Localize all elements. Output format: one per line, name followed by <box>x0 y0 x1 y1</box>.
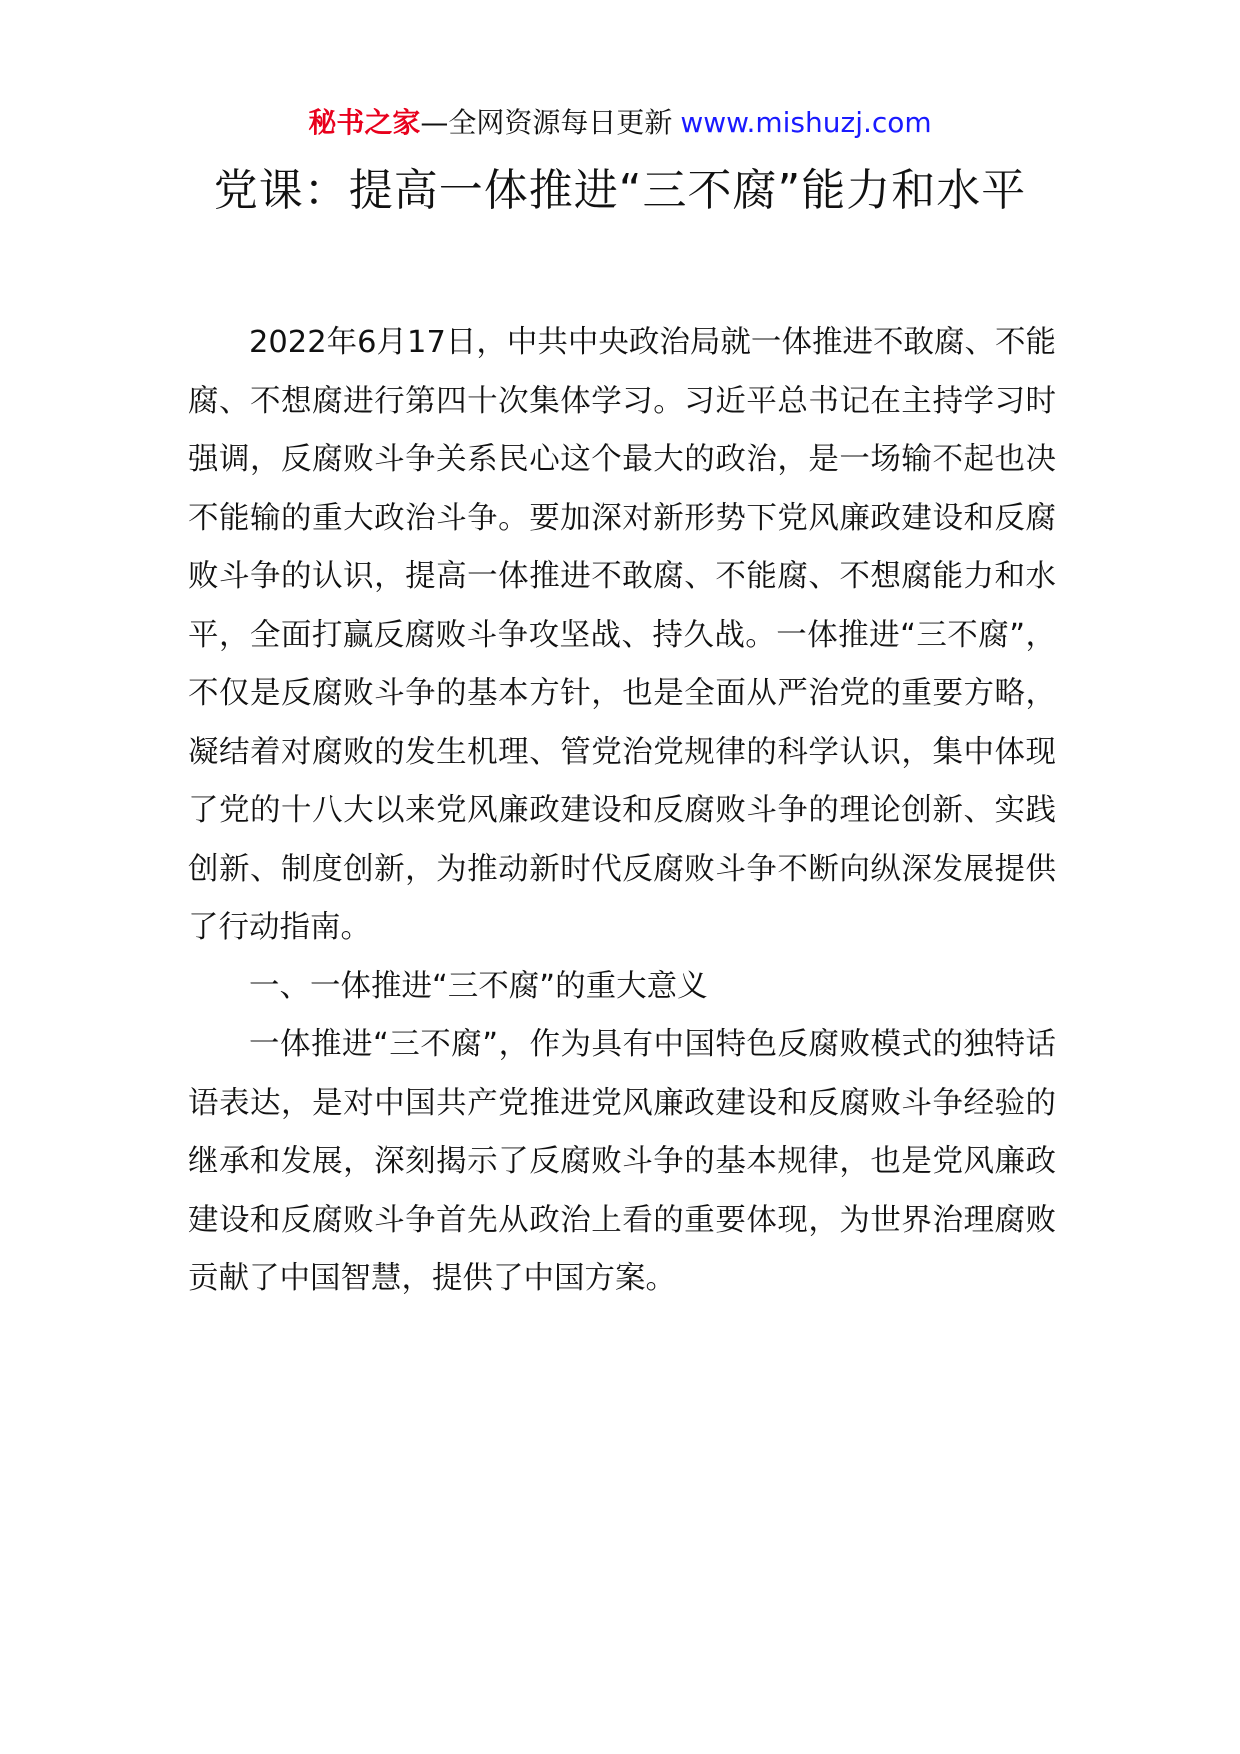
site-header-banner <box>0 103 1240 143</box>
site-brand: 秘书之家 <box>308 106 421 139</box>
site-tagline: —全网资源每日更新 <box>420 106 673 139</box>
document-body <box>188 314 1056 1309</box>
site-url-link[interactable]: www.mishuzj.com <box>680 106 932 139</box>
document-title: 党课：提高一体推进“三不腐”能力和水平 <box>213 165 1027 216</box>
paragraph-intro: 2022年6月17日，中共中央政治局就一体推进不敢腐、不能腐、不想腐进行第四十次集体学习。习近平总书记在主持学习时强调，反腐败斗争关系民心这个最大的政治，是一场输不起也决不能输的重大政治斗争。要加深对新形势下党风廉政建设和反腐败斗争的认识，提高一体推进不敢腐、不能腐、不想腐能力和水平，全面打赢反腐败斗争攻坚战、持久战。一体推进“三不腐”，不仅是反腐败斗争的基本方针，也是全面从严治党的重要方略，凝结着对腐败的发生机理、管党治党规律的科学认识，集中体现了党的十八大以来党风廉政建设和反腐败斗争的理论创新、实践创新、制度创新，为推动新时代反腐败斗争不断向纵深发展提供了行动指南。 <box>188 325 1056 945</box>
section-heading-1: 一、一体推进“三不腐”的重大意义 <box>249 968 708 1004</box>
paragraph-section-1: 一体推进“三不腐”，作为具有中国特色反腐败模式的独特话语表达，是对中国共产党推进党风廉政建设和反腐败斗争经验的继承和发展，深刻揭示了反腐败斗争的基本规律，也是党风廉政建设和反腐败斗争首先从政治上看的重要体现，为世界治理腐败贡献了中国智慧，提供了中国方案。 <box>188 1027 1056 1296</box>
